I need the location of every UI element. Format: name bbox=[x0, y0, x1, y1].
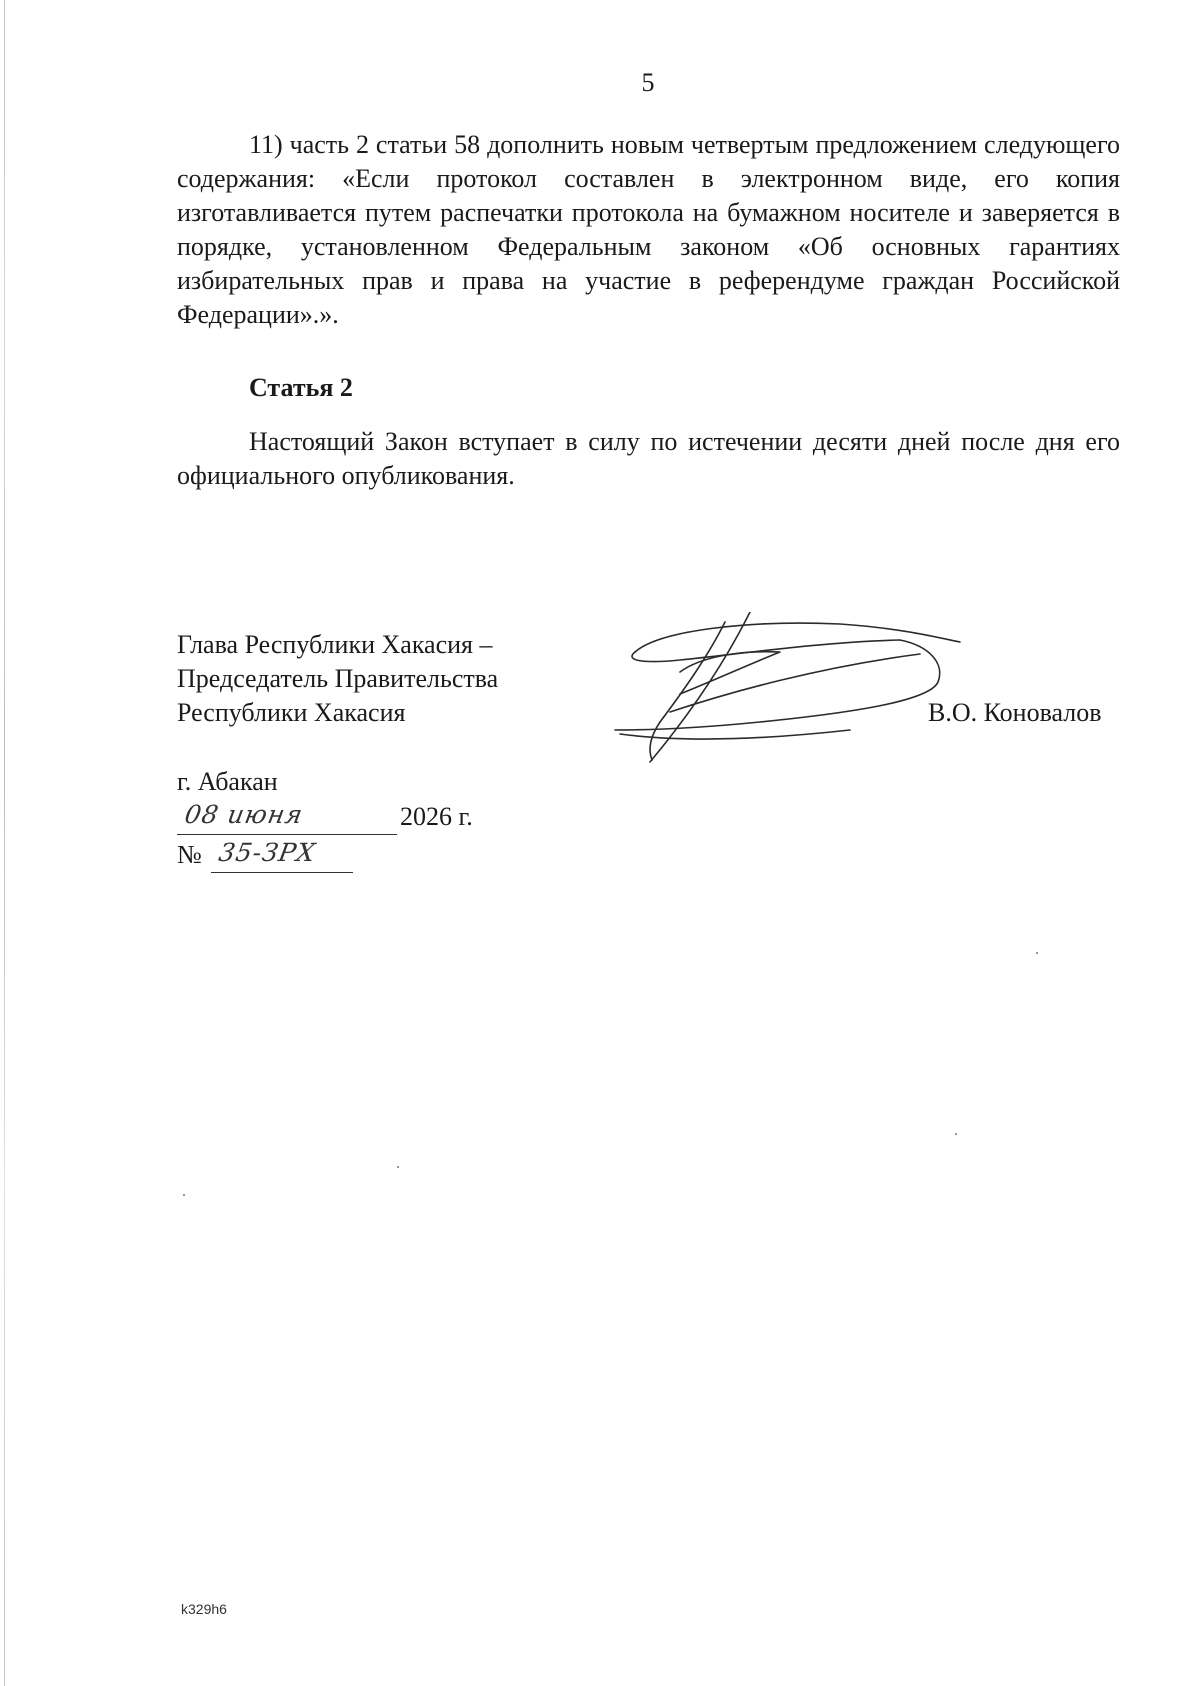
date-year: 2026 г. bbox=[400, 802, 473, 831]
scan-speck bbox=[183, 1194, 185, 1196]
number-sign: № bbox=[177, 840, 202, 869]
law-number bbox=[177, 838, 377, 872]
page-number: 5 bbox=[641, 68, 655, 97]
law-number-handwritten: 35-ЗРХ bbox=[216, 838, 319, 867]
date-handwritten-field bbox=[177, 800, 397, 835]
law-number-handwritten-field bbox=[211, 838, 353, 873]
scan-speck bbox=[1036, 952, 1038, 954]
document-code: k329h6 bbox=[181, 1601, 227, 1617]
signatory-name: В.О. Коновалов bbox=[928, 698, 1102, 727]
scan-speck bbox=[397, 1166, 399, 1168]
article-2-text: Настоящий Закон вступает в силу по истечении десяти дней после дня его официального опубликования. bbox=[177, 427, 1120, 490]
amendment-paragraph bbox=[177, 128, 1120, 332]
signatory-title bbox=[177, 628, 498, 730]
signatory-title-line: Республики Хакасия bbox=[177, 698, 406, 727]
date-handwritten: 08 июня bbox=[182, 800, 306, 829]
scan-edge-line bbox=[4, 0, 5, 1686]
amendment-paragraph-text: 11) часть 2 статьи 58 дополнить новым четвертым предложением следующего содержания: «Если протокол составлен в электронном виде, его копия изготавливается путем распечатки протокола на бумажном носителе и заверяется в порядке, установленном Федеральным законом «Об основных гарантиях избирательных прав и права на участие в референдуме граждан Российской Федерации».». bbox=[177, 130, 1120, 329]
signatory-title-line: Председатель Правительства bbox=[177, 664, 499, 693]
signing-date bbox=[177, 800, 517, 834]
signatory-title-line: Глава Республики Хакасия – bbox=[177, 630, 493, 659]
handwritten-signature bbox=[600, 612, 970, 770]
place-of-signing: г. Абакан bbox=[177, 767, 278, 796]
article-2-paragraph bbox=[177, 425, 1120, 493]
article-heading: Статья 2 bbox=[249, 373, 353, 402]
scan-speck bbox=[955, 1133, 957, 1135]
